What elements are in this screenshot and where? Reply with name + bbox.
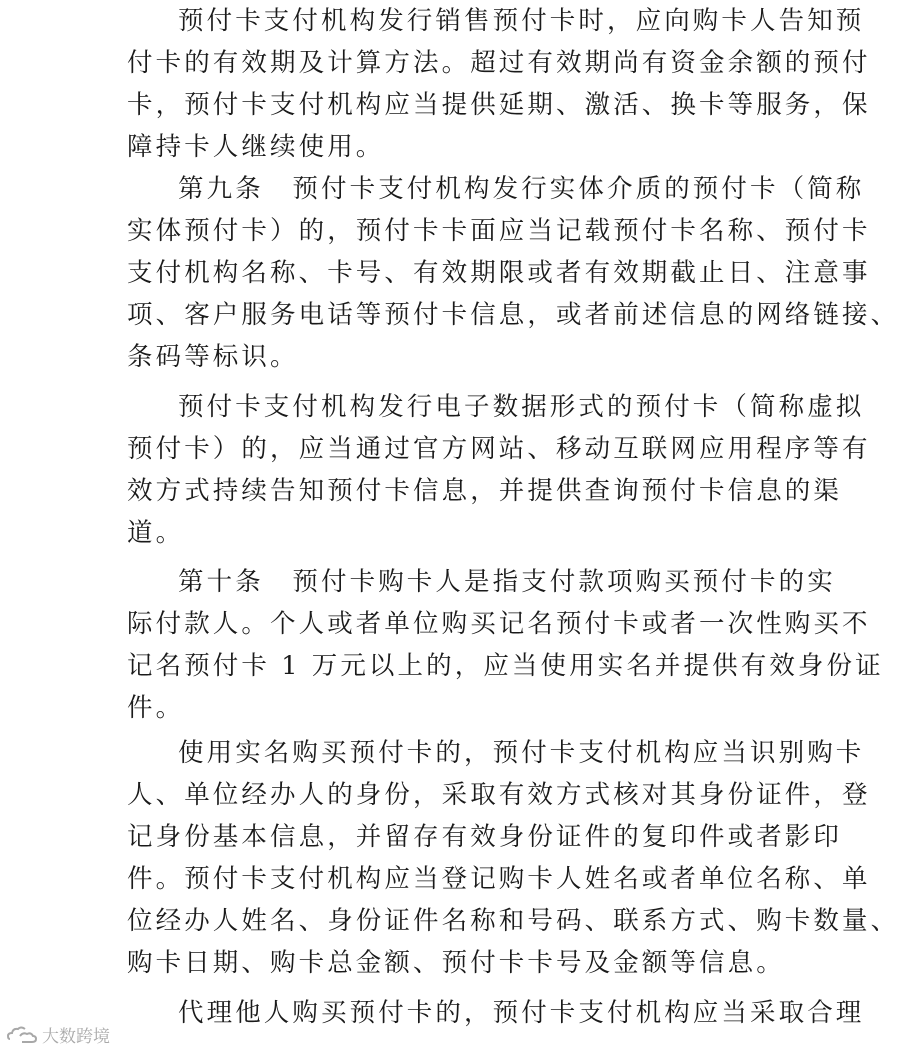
text-line: 预付卡支付机构发行电子数据形式的预付卡（简称虚拟 [178, 392, 865, 422]
text-line: 道。 [127, 518, 185, 548]
text-line: 际付款人。个人或者单位购买记名预付卡或者一次性购买不 [127, 609, 871, 639]
watermark-text: 大数跨境 [42, 1027, 110, 1047]
text-line: 条码等标识。 [127, 342, 299, 372]
text-line: 购卡日期、购卡总金额、预付卡卡号及金额等信息。 [127, 948, 785, 978]
text-line: 预付卡）的，应当通过官方网站、移动互联网应用程序等有 [127, 434, 871, 464]
text-line: 预付卡支付机构发行销售预付卡时，应向购卡人告知预 [178, 6, 865, 36]
article-heading-line: 第十条 预付卡购卡人是指支付款项购买预付卡的实 [178, 567, 836, 597]
text-line: 卡，预付卡支付机构应当提供延期、激活、换卡等服务，保 [127, 90, 871, 120]
watermark [6, 1022, 110, 1047]
text-line: 记身份基本信息，并留存有效身份证件的复印件或者影印 [127, 822, 843, 852]
text-line: 使用实名购买预付卡的，预付卡支付机构应当识别购卡 [178, 738, 865, 768]
text-line: 代理他人购买预付卡的，预付卡支付机构应当采取合理 [178, 998, 865, 1028]
cloud-logo-icon [6, 1024, 38, 1046]
text-line: 件。预付卡支付机构应当登记购卡人姓名或者单位名称、单 [127, 864, 871, 894]
text-line: 项、客户服务电话等预付卡信息，或者前述信息的网络链接、 [127, 300, 900, 330]
text-line: 件。 [127, 693, 185, 723]
article-heading-line: 第九条 预付卡支付机构发行实体介质的预付卡（简称 [178, 174, 865, 204]
text-line: 人、单位经办人的身份，采取有效方式核对其身份证件，登 [127, 780, 871, 810]
text-line: 付卡的有效期及计算方法。超过有效期尚有资金余额的预付 [127, 48, 871, 78]
text-line: 支付机构名称、卡号、有效期限或者有效期截止日、注意事 [127, 258, 871, 288]
text-line: 效方式持续告知预付卡信息，并提供查询预付卡信息的渠 [127, 476, 843, 506]
text-line: 记名预付卡 1 万元以上的，应当使用实名并提供有效身份证 [127, 651, 884, 681]
text-line: 位经办人姓名、身份证件名称和号码、联系方式、购卡数量、 [127, 906, 900, 936]
text-line: 实体预付卡）的，预付卡卡面应当记载预付卡名称、预付卡 [127, 216, 871, 246]
text-line: 障持卡人继续使用。 [127, 132, 385, 162]
